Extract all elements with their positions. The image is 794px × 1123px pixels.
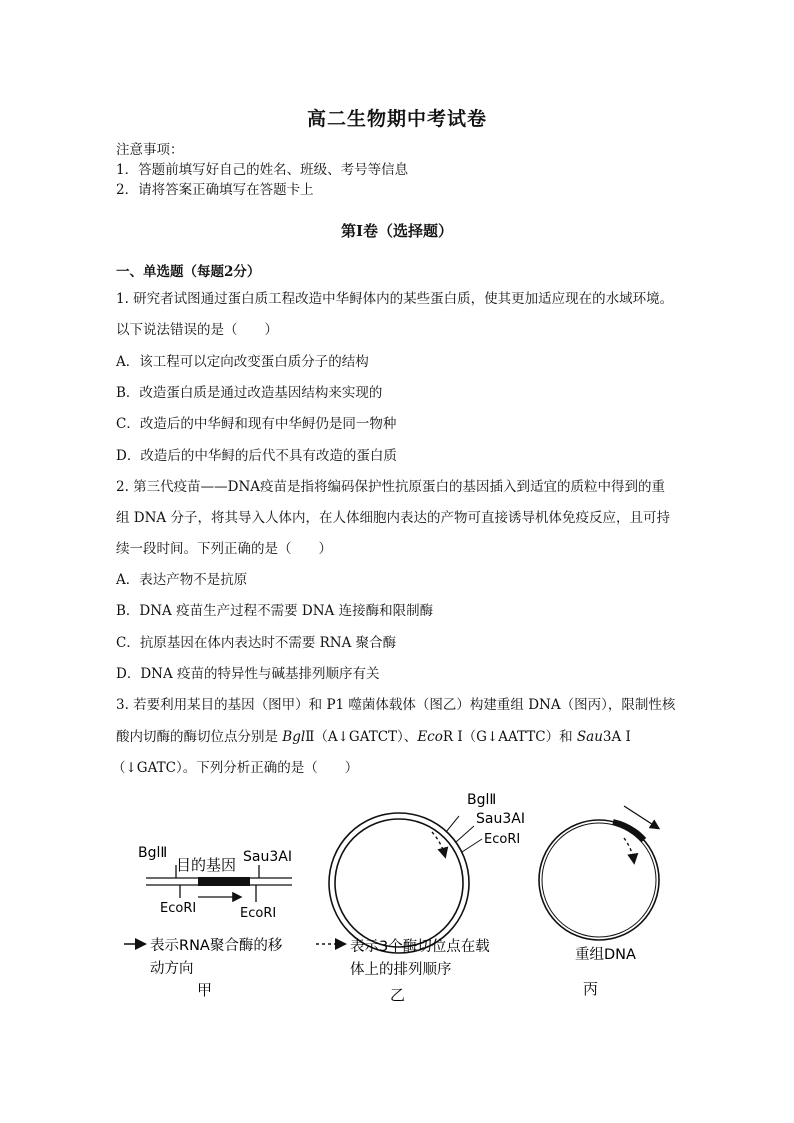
dna-figure bbox=[0, 780, 794, 1020]
enzyme-name: Sau bbox=[576, 729, 603, 745]
label-sau3a: Sau3AⅠ bbox=[476, 811, 525, 827]
site-order-arrow bbox=[624, 838, 634, 862]
figure-bing bbox=[539, 806, 659, 998]
question-2-stem: 组 DNA 分子，将其导入人体内，在人体细胞内表达的产物可直接诱导机体免疫反应，且可持 bbox=[116, 510, 670, 526]
stem-text: R Ⅰ（G↓AATTC）和 bbox=[442, 729, 577, 745]
inserted-gene-segment bbox=[613, 822, 644, 840]
question-1-stem: 以下说法错误的是（ ） bbox=[116, 322, 278, 338]
section-title: 第I卷（选择题） bbox=[340, 222, 454, 240]
label-ecori: EcoRI bbox=[240, 906, 277, 921]
question-2-option-b: B．DNA 疫苗生产过程不需要 DNA 连接酶和限制酶 bbox=[116, 603, 434, 619]
enzyme-name: Bgl bbox=[282, 729, 306, 745]
question-3-stem bbox=[116, 727, 631, 747]
notice-item: 1．答题前填写好自己的姓名、班级、考号等信息 bbox=[116, 162, 409, 178]
notice-item: 2．请将答案正确填写在答题卡上 bbox=[116, 182, 314, 198]
question-3-stem: （↓GATC）。下列分析正确的是（ ） bbox=[112, 760, 359, 776]
stem-text: 3A Ⅰ bbox=[602, 729, 631, 745]
question-1-option-d: D．改造后的中华鲟的后代不具有改造的蛋白质 bbox=[116, 448, 397, 464]
question-2-option-d: D．DNA 疫苗的特异性与碱基排列顺序有关 bbox=[116, 666, 380, 682]
question-3-stem: 3. 若要利用某目的基因（图甲）和 P1 噬菌体载体（图乙）构建重组 DNA（图丙），限制性核 bbox=[116, 697, 676, 713]
question-2-option-a: A．表达产物不是抗原 bbox=[116, 572, 248, 588]
stem-text: 酸内切酶的酶切位点分别是 bbox=[116, 729, 283, 745]
question-2-stem: 2. 第三代疫苗——DNA疫苗是指将编码保护性抗原蛋白的基因插入到适宜的质粒中得到的重 bbox=[116, 479, 666, 495]
label-bgl: BglⅡ bbox=[138, 845, 168, 861]
label-ecori: EcoRI bbox=[160, 901, 197, 916]
notice-heading: 注意事项： bbox=[116, 142, 184, 158]
label-sau3a: Sau3AⅠ bbox=[243, 849, 292, 865]
stem-text: Ⅱ（A↓GATCT）、 bbox=[305, 729, 418, 745]
subsection-title: 一、单选题（每题2分） bbox=[116, 264, 261, 280]
question-2-option-c: C．抗原基因在体内表达时不需要 RNA 聚合酶 bbox=[116, 635, 397, 651]
legend-text: 表示3个酶切位点在载 bbox=[350, 939, 490, 955]
page-title: 高二生物期中考试卷 bbox=[306, 108, 487, 130]
figure-jia bbox=[124, 845, 292, 999]
question-1-option-a: A．该工程可以定向改变蛋白质分子的结构 bbox=[116, 354, 369, 370]
question-1-option-b: B．改造蛋白质是通过改造基因结构来实现的 bbox=[116, 385, 383, 401]
question-1-option-c: C．改造后的中华鲟和现有中华鲟仍是同一物种 bbox=[116, 416, 397, 432]
label-target-gene: 目的基因 bbox=[176, 856, 237, 874]
label-recombinant-dna: 重组DNA bbox=[575, 947, 636, 963]
legend-text: 体上的排列顺序 bbox=[350, 962, 452, 978]
enzyme-name: Eco bbox=[417, 729, 443, 745]
caption-bing: 丙 bbox=[583, 980, 599, 998]
label-bgl: BglⅡ bbox=[467, 792, 497, 808]
question-1-stem: 1. 研究者试图通过蛋白质工程改造中华鲟体内的某些蛋白质，使其更加适应现在的水域环境。 bbox=[116, 291, 674, 307]
question-2-stem: 续一段时间。下列正确的是（ ） bbox=[116, 541, 332, 557]
label-ecori: EcoRI bbox=[484, 832, 521, 847]
figure-yi bbox=[316, 792, 525, 1004]
legend-text: 动方向 bbox=[150, 961, 194, 977]
target-gene-segment bbox=[198, 877, 250, 886]
legend-text: 表示RNA聚合酶的移 bbox=[150, 938, 283, 954]
caption-jia: 甲 bbox=[197, 981, 213, 999]
caption-yi: 乙 bbox=[390, 986, 406, 1004]
